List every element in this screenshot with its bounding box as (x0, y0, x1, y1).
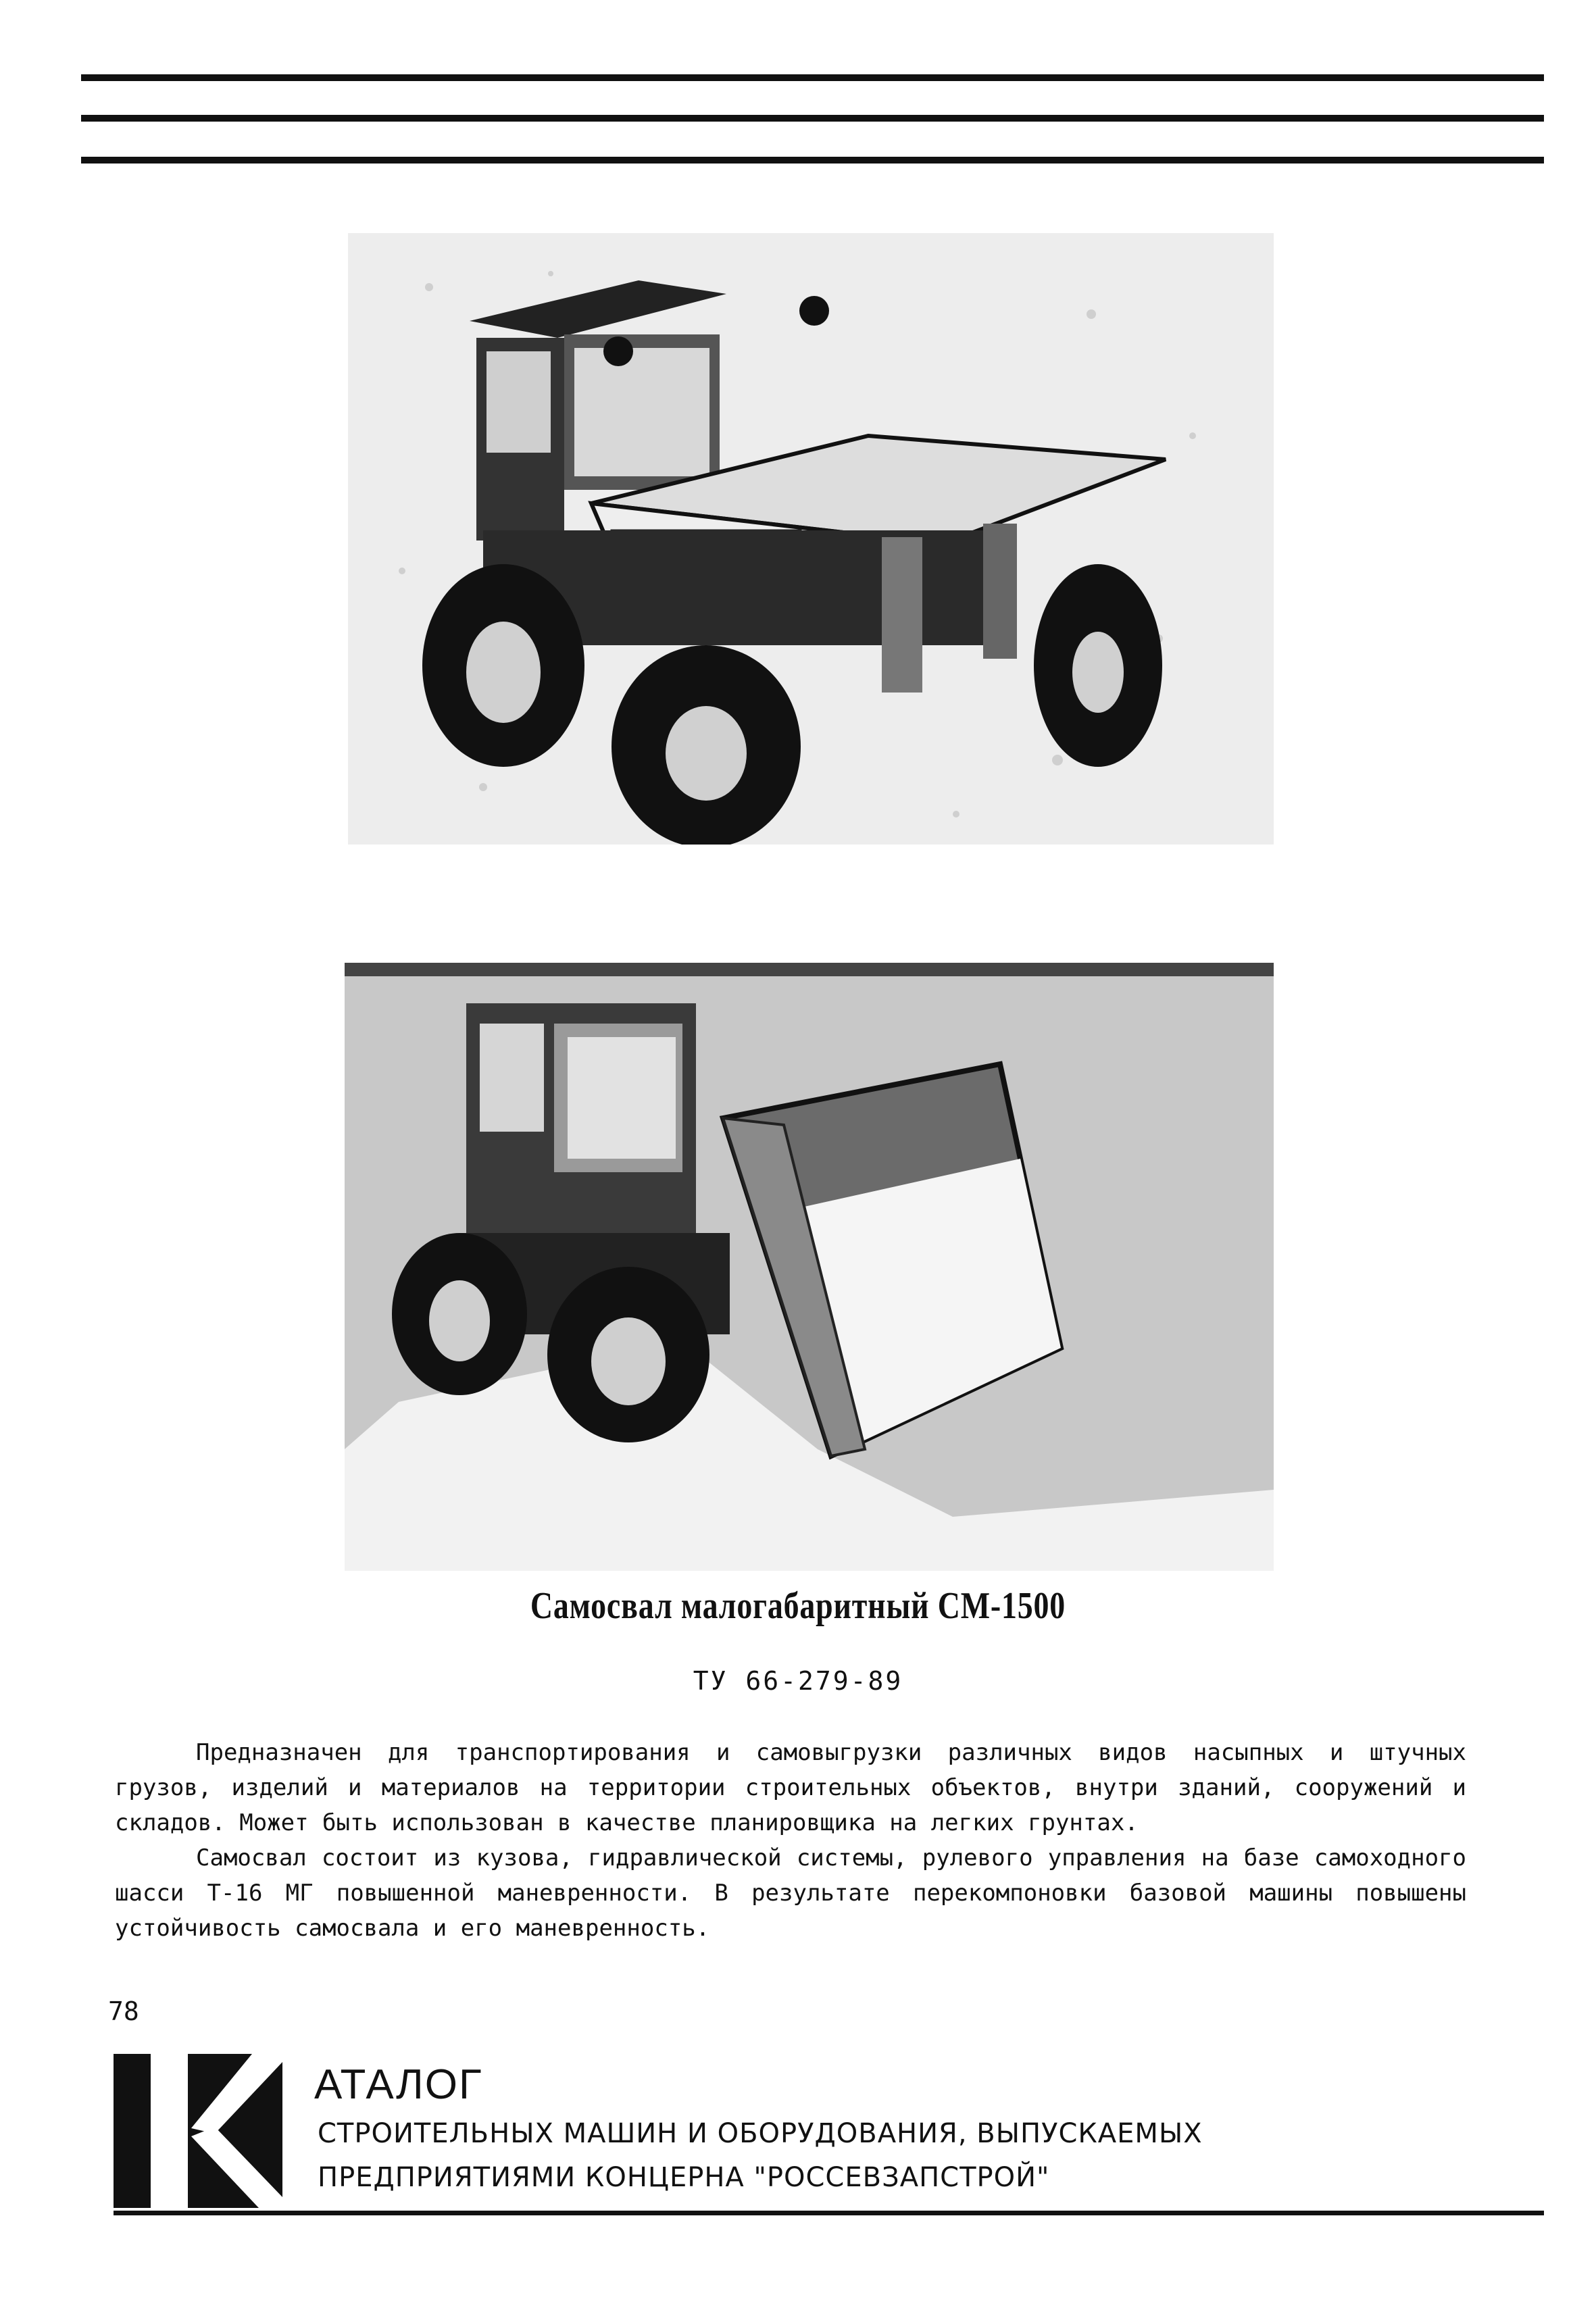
technical-spec-code: ТУ 66-279-89 (693, 1666, 903, 1696)
header-rule-2 (81, 115, 1544, 122)
description-paragraph-2: Самосвал состоит из кузова, гидравлической системы, рулевого управления на базе самоходного шасси Т-16 МГ повышенной маневренности. В результате перекомпоновки базовой машины повышены устойчивость самосвала и его маневренность. (115, 1844, 1466, 1942)
header-rule-1 (81, 74, 1544, 81)
catalog-title: АТАЛОГ (314, 2061, 483, 2108)
header-rule-3 (81, 157, 1544, 164)
photo-dumper-unloading (345, 963, 1274, 1571)
page-number: 78 (108, 1996, 139, 2026)
catalog-subtitle-line-2: ПРЕДПРИЯТИЯМИ КОНЦЕРНА "РОССЕВЗАПСТРОЙ" (318, 2162, 1050, 2193)
catalog-subtitle-line-1: СТРОИТЕЛЬНЫХ МАШИН И ОБОРУДОВАНИЯ, ВЫПУСКАЕМЫХ (318, 2118, 1203, 2149)
photo-dumper-transport (348, 233, 1274, 845)
product-title: Самосвал малогабаритный СМ-1500 (530, 1585, 1066, 1627)
description (115, 1735, 1466, 1946)
footer-rule (114, 2211, 1544, 2215)
description-paragraph-1: Предназначен для транспортирования и самовыгрузки различных видов насыпных и штучных грузов, изделий и материалов на территории строительных объектов, внутри зданий, сооружений и складов. Может быть использован в качестве планировщика на легких грунтах. (115, 1739, 1466, 1836)
catalog-k-logo (114, 2054, 282, 2208)
